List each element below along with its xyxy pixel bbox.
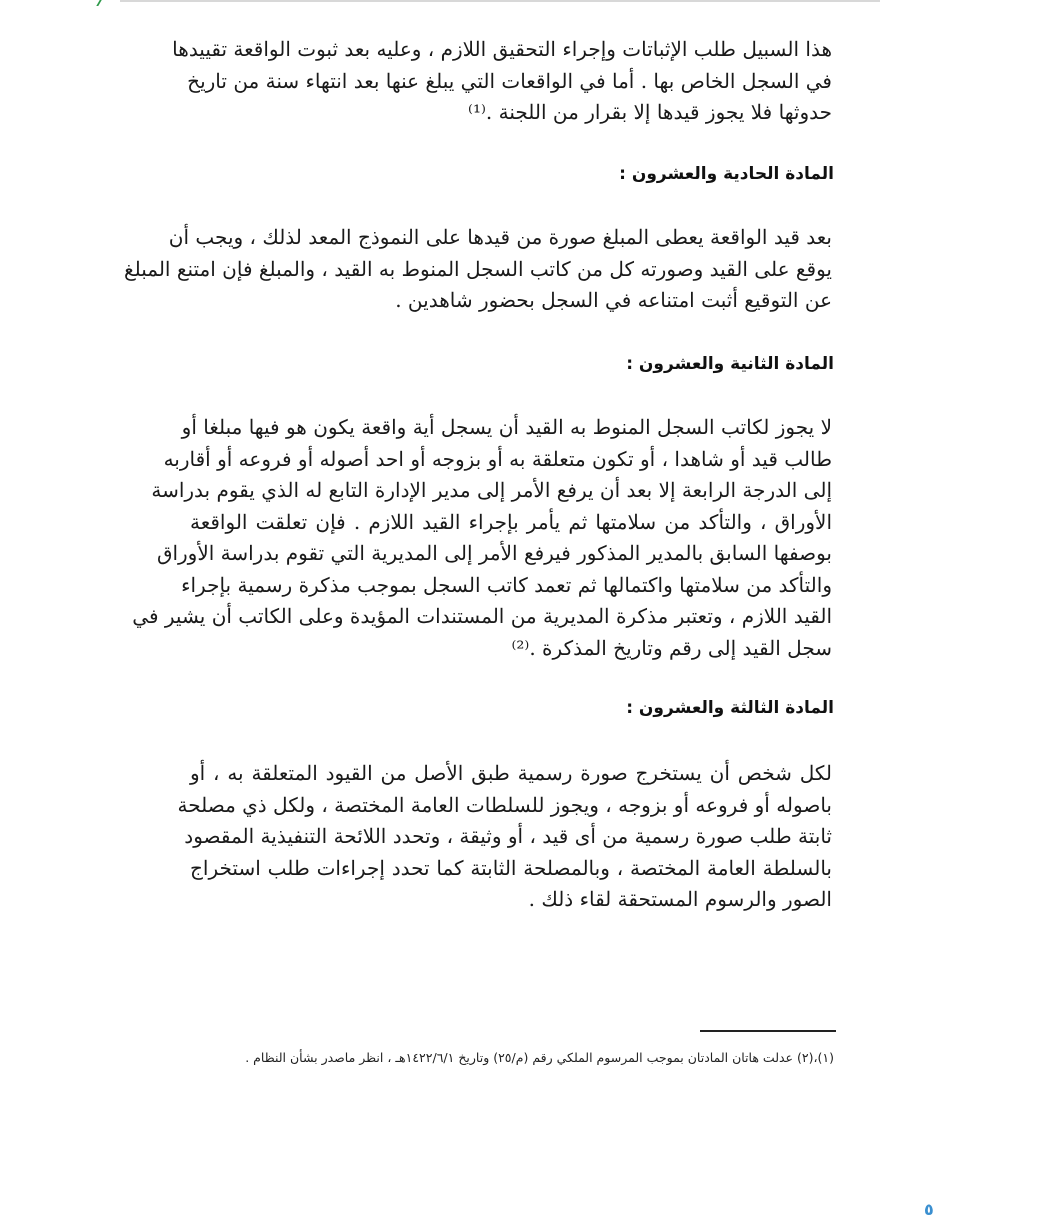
text-line: الأوراق ، والتأكد من سلامتها ثم يأمر بإجراء القيد اللازم . فإن تعلقت الواقعة [190,509,832,534]
text-line: والتأكد من سلامتها واكتمالها ثم تعمد كاتب السجل بموجب مذكرة رسمية بإجراء [181,572,832,597]
corner-mark [96,0,113,6]
page-number: ٥ [924,1200,934,1219]
top-border-line [120,0,880,2]
text-line: يوقع على القيد وصورته كل من كاتب السجل المنوط به القيد ، والمبلغ فإن امتنع المبلغ [123,256,832,281]
footnote: (١)،(٢) عدلت هاتان المادتان بموجب المرسوم الملكي رقم (م/٢٥) وتاريخ ١٤٢٢/٦/١هـ ، انظر ماصدر بشأن النظام . [245,1050,834,1065]
text-line: بعد قيد الواقعة يعطى المبلغ صورة من قيدها على النموذج المعد لذلك ، ويجب أن [168,225,832,249]
text-line: الصور والرسوم المستحقة لقاء ذلك . [528,887,832,911]
paragraph-continuation [172,34,832,129]
article-22-heading: المادة الثانية والعشرون : [626,354,834,374]
footnote-divider [700,1030,836,1032]
text-line: القيد اللازم ، وتعتبر مذكرة المديرية من المستندات المؤيدة وعلى الكاتب أن يشير في [132,604,832,628]
article-23-body [177,758,832,916]
text-line: عن التوقيع أثبت امتناعه في السجل بحضور شاهدين . [395,288,832,312]
text-line: إلى الدرجة الرابعة إلا بعد أن يرفع الأمر إلى مدير الإدارة التابع له الذي يقوم بدراسة [151,478,832,502]
text-line: بالسلطة العامة المختصة ، وبالمصلحة الثابتة كما تحدد إجراءات طلب استخراج [190,855,832,880]
text-line: سجل القيد إلى رقم وتاريخ المذكرة .⁽²⁾ [511,635,832,660]
text-line: هذا السبيل طلب الإثباتات وإجراء التحقيق اللازم ، وعليه بعد ثبوت الواقعة تقييدها [172,37,832,61]
text-line: لا يجوز لكاتب السجل المنوط به القيد أن يسجل أية واقعة يكون هو فيها مبلغا أو [181,415,832,439]
article-23-heading: المادة الثالثة والعشرون : [626,698,834,718]
text-line: في السجل الخاص بها . أما في الواقعات التي يبلغ عنها بعد انتهاء سنة من تاريخ [187,68,832,93]
text-line: لكل شخص أن يستخرج صورة رسمية طبق الأصل من القيود المتعلقة به ، أو [190,761,832,785]
text-line: باصوله أو فروعه أو بزوجه ، ويجوز للسلطات العامة المختصة ، ولكل ذي مصلحة [177,792,832,817]
article-21-heading: المادة الحادية والعشرون : [619,164,834,184]
text-line: ثابتة طلب صورة رسمية من أى قيد ، أو وثيقة ، وتحدد اللائحة التنفيذية المقصود [184,824,832,848]
text-line: حدوثها فلا يجوز قيدها إلا بقرار من اللجنة .⁽¹⁾ [468,100,832,124]
article-22-body [132,412,832,664]
text-line: بوصفها السابق بالمدير المذكور فيرفع الأمر إلى المديرية التي تقوم بدراسة الأوراق [156,541,832,565]
text-line: طالب قيد أو شاهدا ، أو تكون متعلقة به أو بزوجه أو احد أصوله أو فروعه أو أقاربه [163,446,832,471]
article-21-body [123,222,832,317]
